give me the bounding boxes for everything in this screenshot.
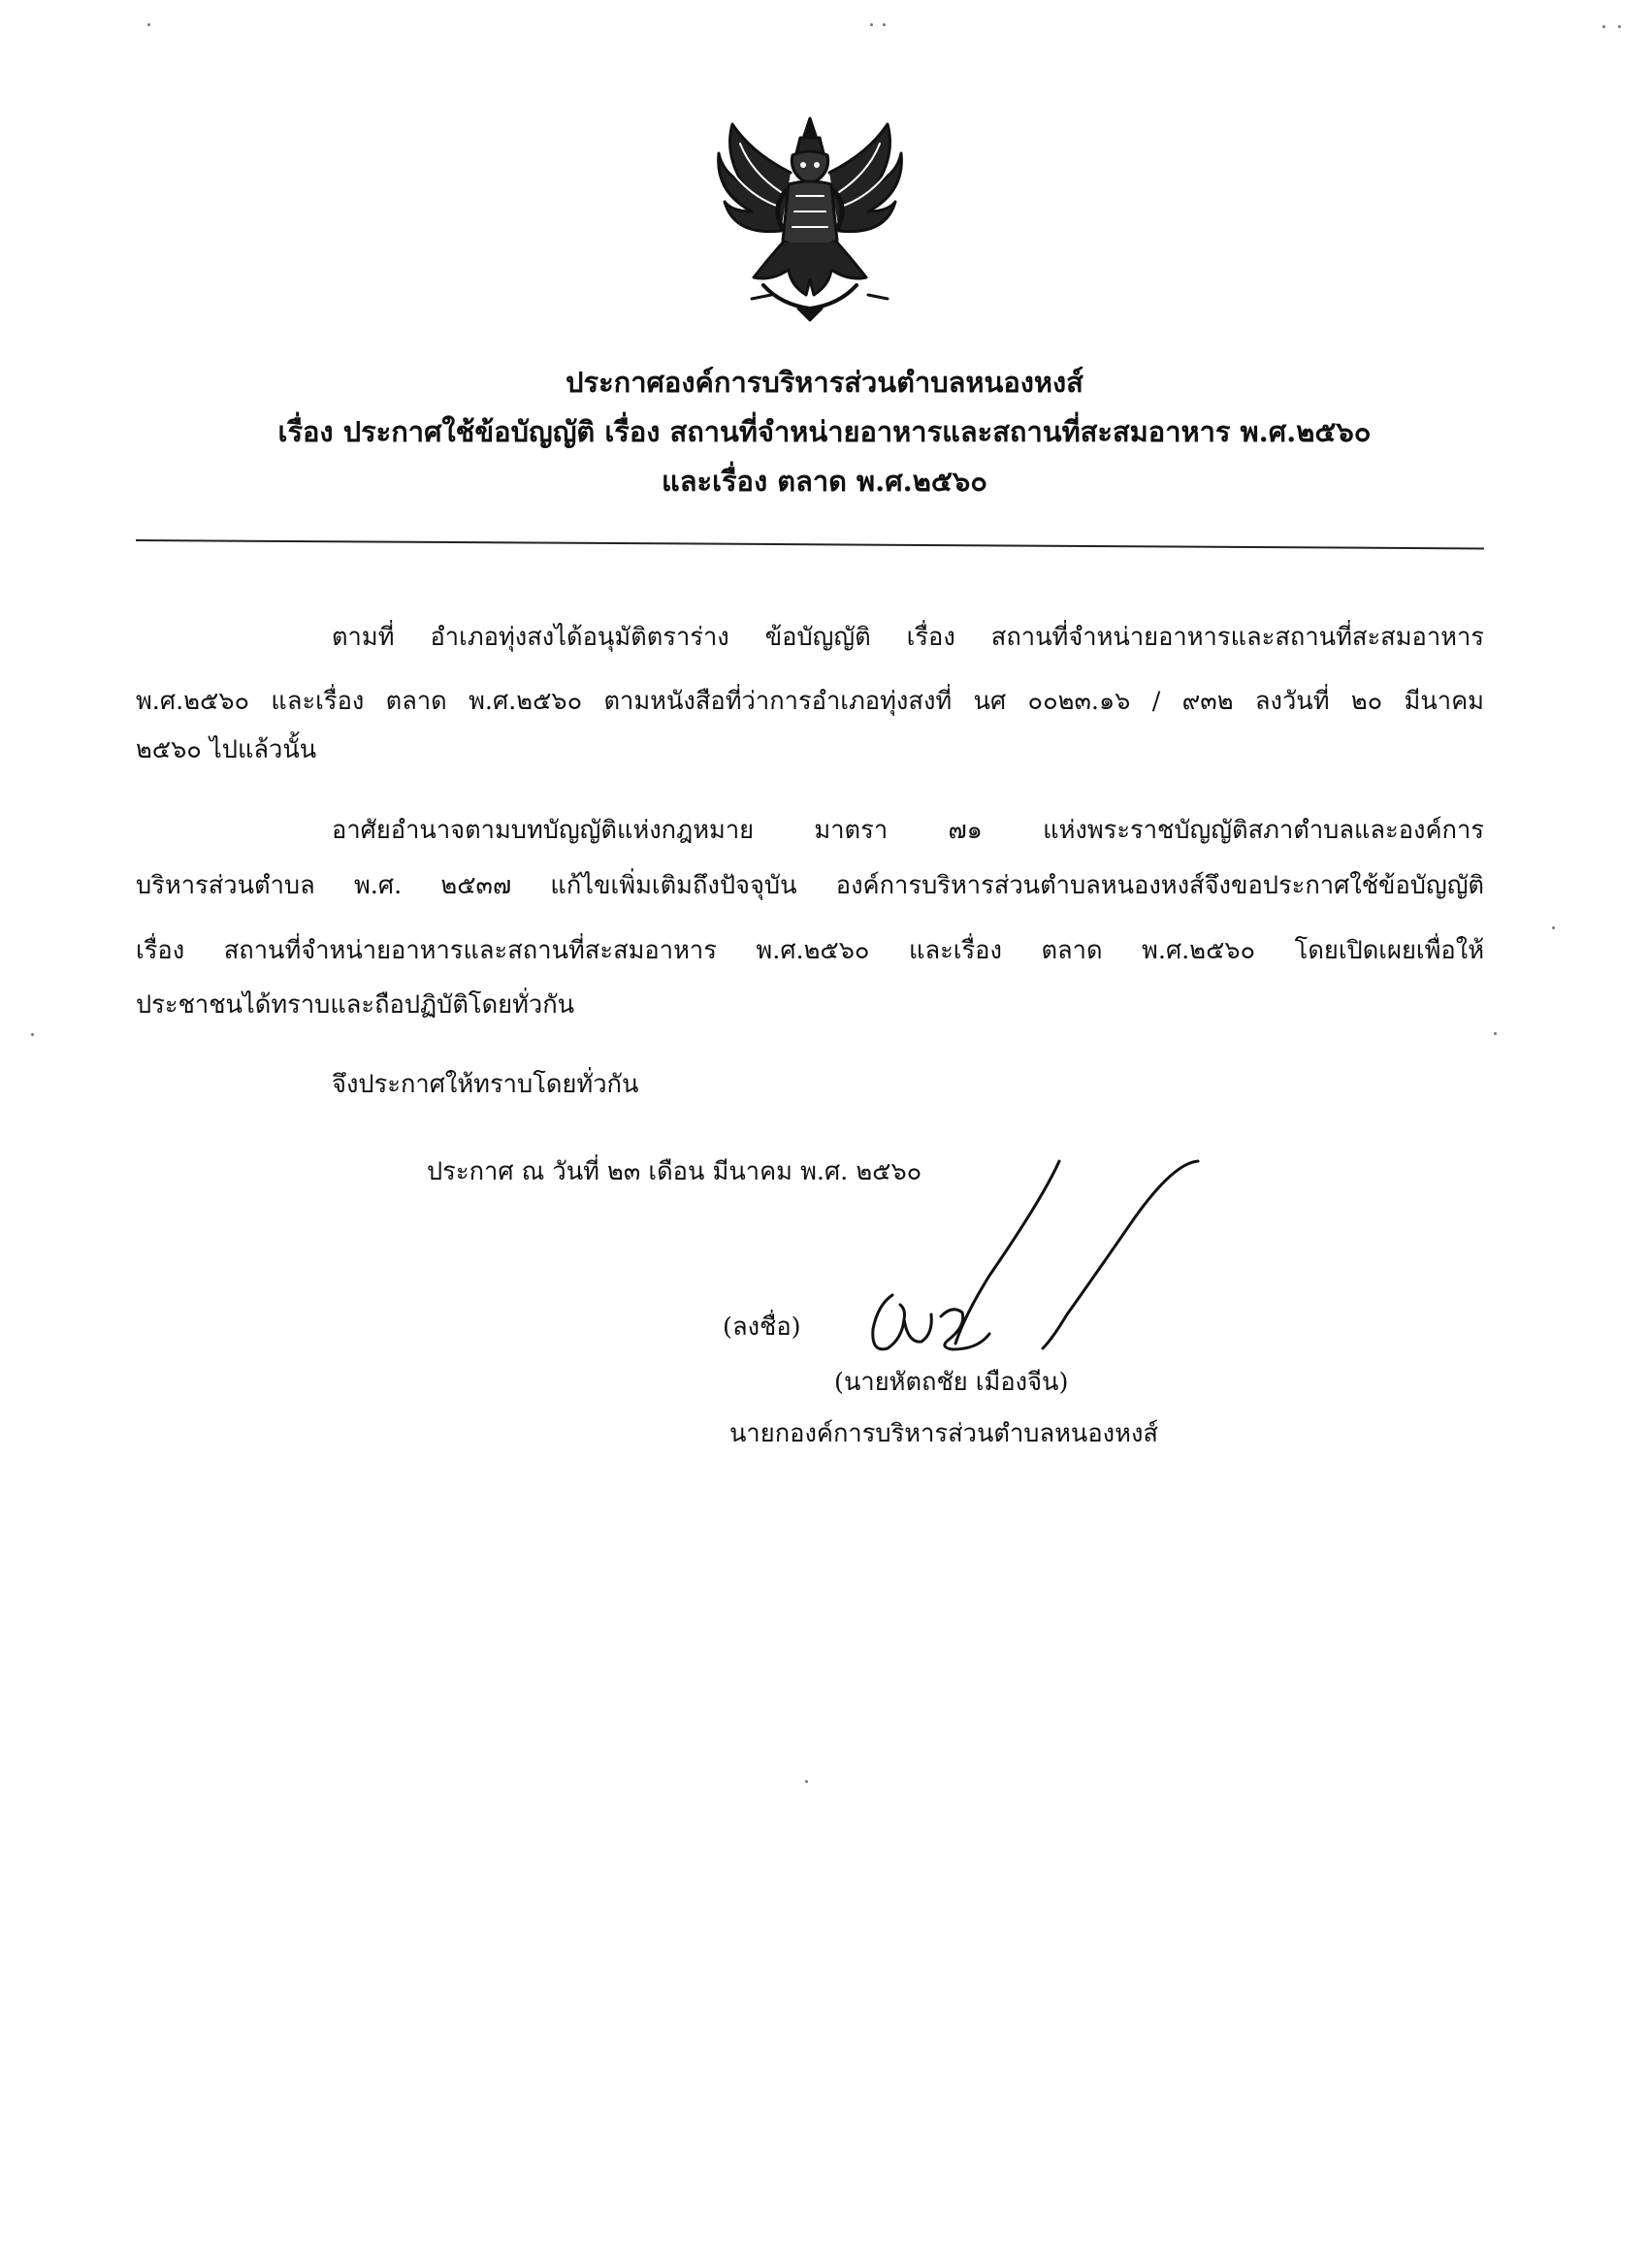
paragraph-1-line-2: พ.ศ.๒๕๖๐ และเรื่อง ตลาด พ.ศ.๒๕๖๐ ตามหนังสือที่ว่าการอำเภอทุ่งสงที่ นศ ๐๐๒๓.๑๖ / ๙๓๒ ลงวันที่ ๒๐ มีนาคม	[136, 687, 1484, 716]
scan-speck	[883, 23, 886, 26]
announcement-subject: เรื่อง ประกาศใช้ข้อบัญญัติ เรื่อง สถานที่จำหน่ายอาหารและสถานที่สะสมอาหาร พ.ศ.๒๕๖๐	[277, 415, 1372, 448]
scan-speck	[805, 1780, 808, 1783]
paragraph-1-line-3: ๒๕๖๐ ไปแล้วนั้น	[136, 735, 317, 764]
closing-statement: จึงประกาศให้ทราบโดยทั่วกัน	[332, 1070, 639, 1099]
paragraph-2-line-2: บริหารส่วนตำบล พ.ศ. ๒๕๓๗ แก้ไขเพิ่มเติมถึงปัจจุบัน องค์การบริหารส่วนตำบลหนองหงส์จึงขอประกาศใช้ข้อบัญญัติ	[136, 871, 1484, 900]
signer-title: นายกองค์การบริหารส่วนตำบลหนองหงส์	[729, 1419, 1158, 1448]
scan-speck	[1602, 25, 1605, 28]
scan-speck	[31, 1033, 34, 1036]
signed-label: (ลงชื่อ)	[723, 1312, 801, 1342]
heading-divider	[136, 539, 1484, 549]
scan-speck	[147, 23, 150, 26]
scan-speck	[1618, 25, 1621, 28]
handwritten-signature	[844, 1150, 1212, 1373]
paragraph-2-line-1: อาศัยอำนาจตามบทบัญญัติแห่งกฎหมาย มาตรา ๗๑ แห่งพระราชบัญญัติสภาตำบลและองค์การ	[332, 816, 1484, 845]
scan-speck	[870, 23, 873, 26]
announcement-subject-continued: และเรื่อง ตลาด พ.ศ.๒๕๖๐	[662, 465, 987, 498]
scan-speck	[1494, 1032, 1497, 1035]
scan-speck	[1552, 926, 1555, 929]
garuda-emblem-icon	[713, 114, 907, 323]
paragraph-2-line-4: ประชาชนได้ทราบและถือปฏิบัติโดยทั่วกัน	[136, 990, 575, 1020]
paragraph-2-line-3: เรื่อง สถานที่จำหน่ายอาหารและสถานที่สะสมอาหาร พ.ศ.๒๕๖๐ และเรื่อง ตลาด พ.ศ.๒๕๖๐ โดยเปิดเผยเพื่อให้	[136, 936, 1484, 965]
announcement-date: ประกาศ ณ วันที่ ๒๓ เดือน มีนาคม พ.ศ. ๒๕๖๐	[427, 1157, 922, 1186]
paragraph-1-line-1: ตามที่ อำเภอทุ่งสงได้อนุมัติตราร่าง ข้อบัญญัติ เรื่อง สถานที่จำหน่ายอาหารและสถานที่สะสมอาหาร	[332, 623, 1484, 652]
announcement-heading: ประกาศองค์การบริหารส่วนตำบลหนองหงส์	[566, 366, 1083, 399]
signer-name: (นายหัตถชัย เมืองจีน)	[834, 1368, 1069, 1397]
